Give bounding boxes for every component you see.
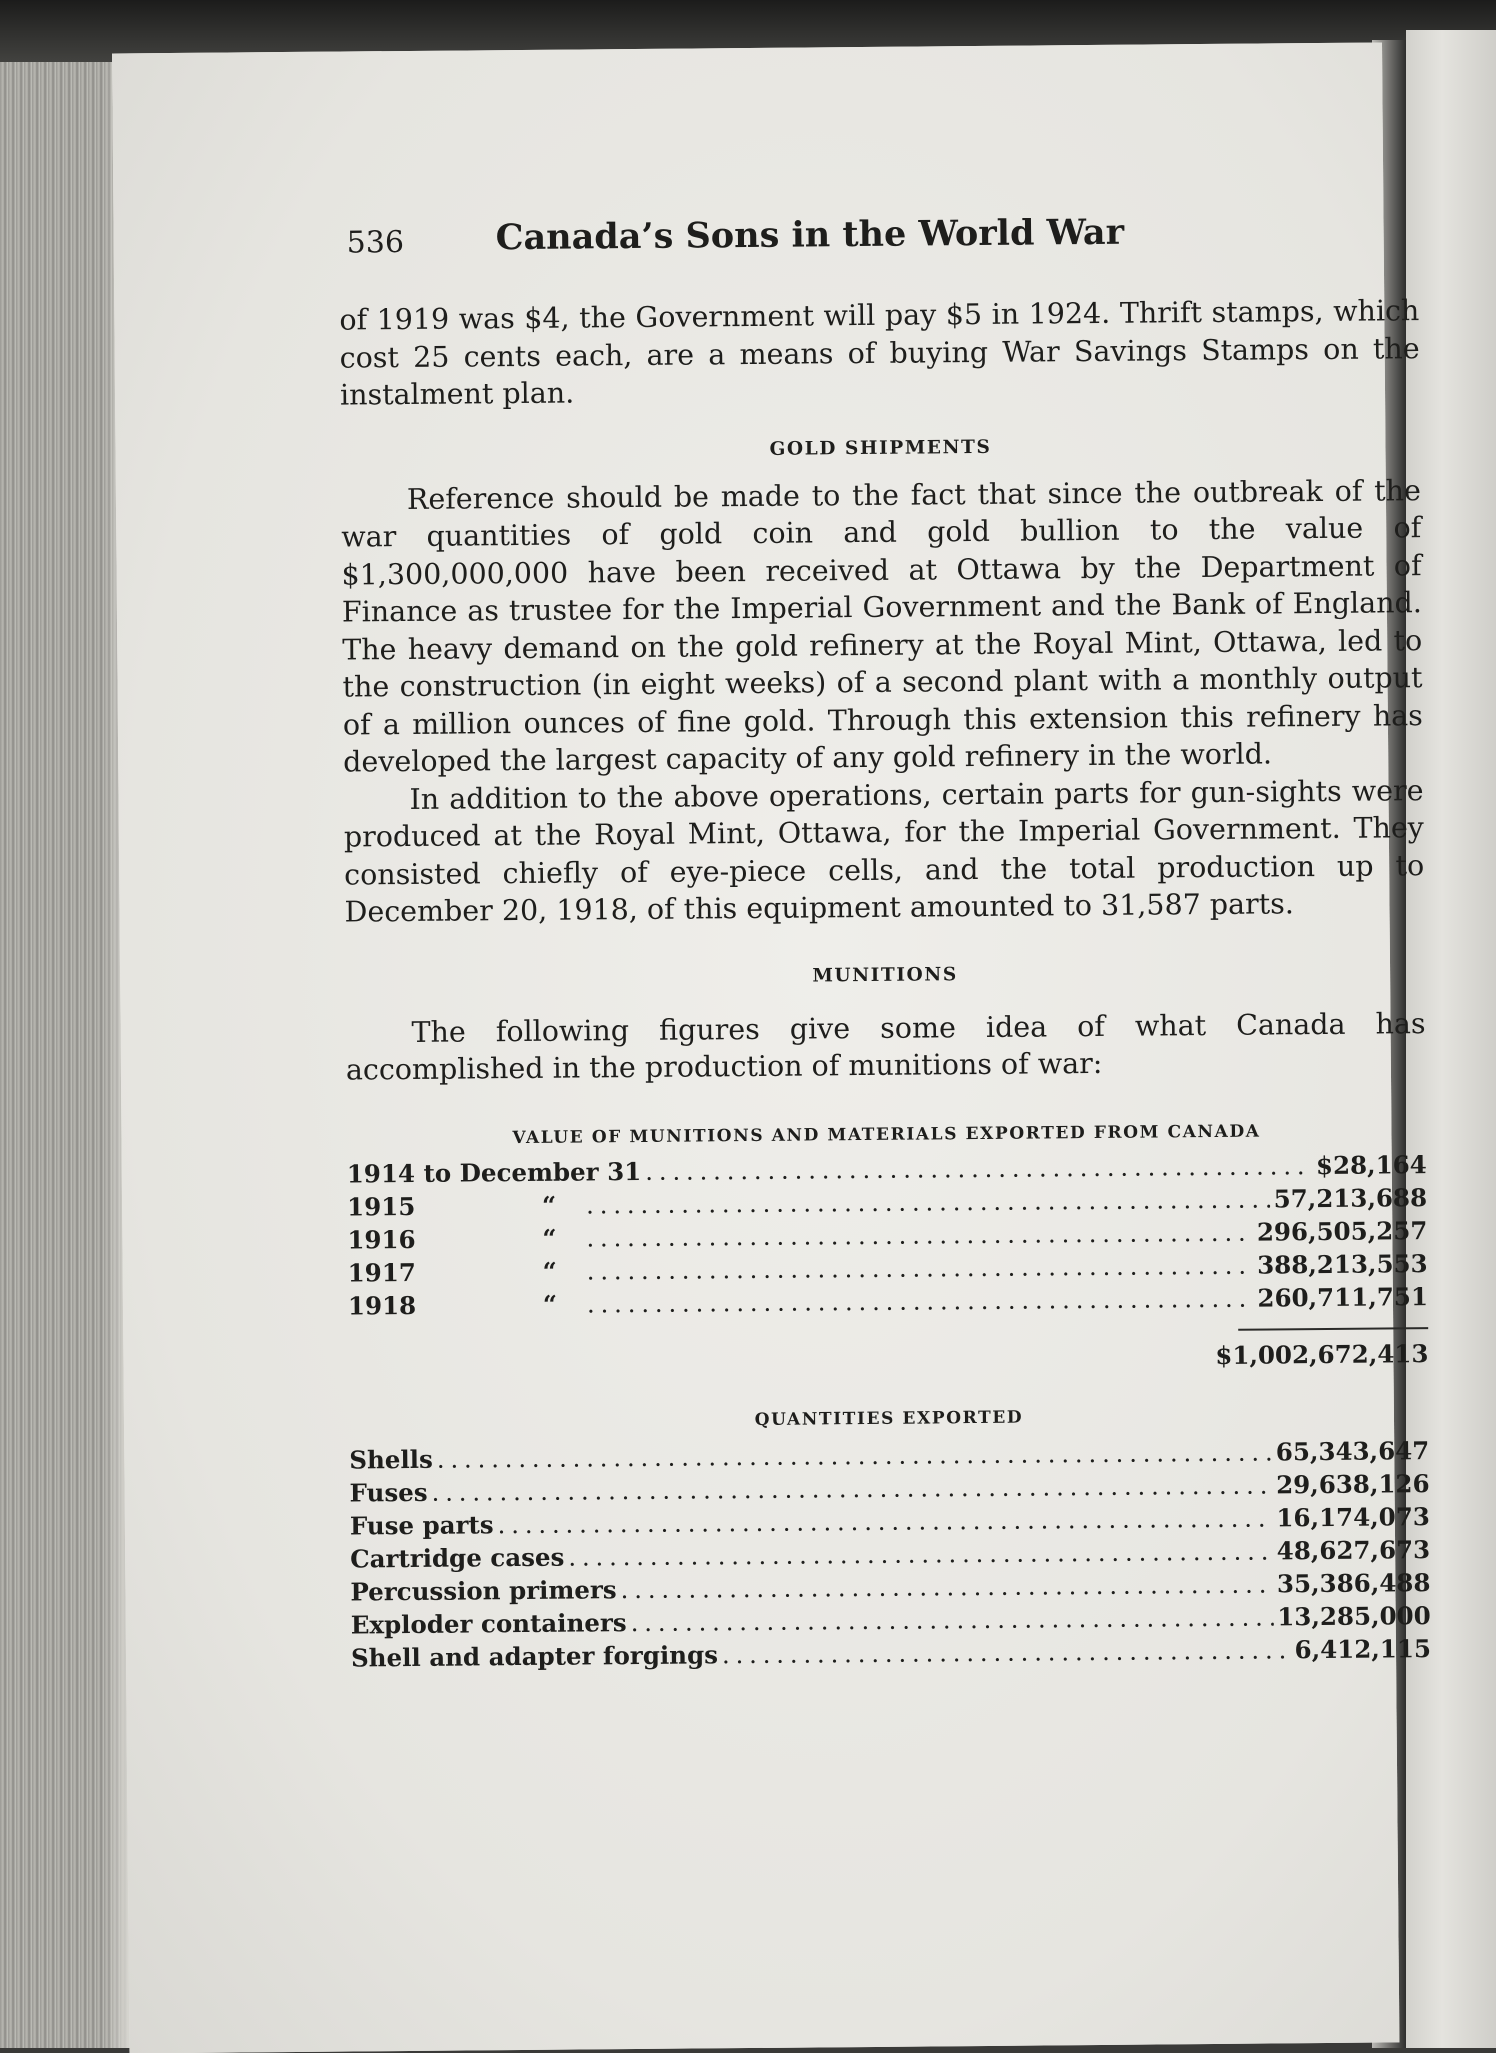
total-value: $1,002,672,413 [1215,1338,1429,1370]
row-label: Shells [349,1444,433,1475]
row-label: 1914 to December 31 [346,1156,642,1189]
row-value: 57,213,688 [1273,1182,1428,1213]
row-label: Shell and adapter forgings [350,1639,719,1673]
value-table-heading: VALUE OF MUNITIONS AND MATERIALS EXPORTED FROM CANADA [512,1121,1261,1148]
row-value: 16,174,073 [1276,1501,1430,1532]
page-number: 536 [346,225,405,261]
value-table [347,1148,1429,1379]
leader-dots [587,1281,1254,1320]
gold-shipments-heading: GOLD SHIPMENTS [769,436,992,460]
munitions-paragraph: The following figures give some idea of what Canada has accomplished in the production of munitions of war: [345,1006,1426,1087]
row-year: 1918 [347,1290,417,1321]
row-value: 65,343,647 [1275,1435,1430,1466]
row-year: 1917 [347,1257,416,1288]
ditto-mark: “ [541,1190,557,1220]
row-value: 388,213,553 [1257,1248,1428,1280]
munitions-heading: MUNITIONS [812,963,958,986]
row-value: 260,711,751 [1257,1281,1429,1313]
row-value: 29,638,126 [1275,1468,1430,1499]
running-head: Canada’s Sons in the World War [495,211,1125,259]
row-label: Exploder containers [350,1607,627,1640]
book-page [112,42,1432,2053]
page-header [338,172,1419,261]
page-edges [0,62,130,2048]
total-row [348,1337,1428,1379]
intro-paragraph: of 1919 was $4, the Government will pay $5 in 1924. Thrift stamps, which cost 25 cents each, are a means of buying War Savings Stamps on the instalment plan. [339,294,1420,412]
row-label: Fuses [349,1477,428,1508]
row-year: 1915 [346,1191,416,1222]
page-content [338,172,1431,1674]
gold-paragraph-1: Reference should be made to the fact that since the outbreak of the war quantities of gold coin and gold bullion to the value of $1,300,000,000 have been received at Ottawa by the Department of Finance as trustee for the Imperial Government and the Bank of England. The heavy demand on the gold refinery at the Royal Mint, Ottawa, led to the construction (in eight weeks) of a second plant with a monthly output of a million ounces of fine gold. Through this extension this refinery has developed the largest capacity of any gold refinery in the world. [341,473,1423,779]
leader-dots [630,1600,1273,1639]
row-year: 1916 [347,1224,416,1255]
ditto-mark: “ [542,1256,557,1286]
quantities-table [349,1434,1431,1674]
row-value: 35,386,488 [1276,1567,1431,1598]
row-value: 48,627,673 [1276,1534,1431,1565]
row-value: $28,164 [1315,1149,1427,1180]
total-rule [1238,1327,1428,1331]
row-value: 6,412,115 [1294,1633,1432,1664]
ditto-mark: “ [542,1289,558,1319]
row-label: Fuse parts [349,1509,494,1541]
ditto-mark: “ [542,1223,557,1253]
row-value: 13,285,000 [1277,1600,1431,1631]
leader-dots [722,1633,1291,1671]
gold-paragraph-2: In addition to the above operations, certain parts for gun-sights were produced at the Royal Mint, Ottawa, for the Imperial Government. They consisted chiefly of eye-piece cells, and the total production up to December 20, 1918, of this equipment amounted to 31,587 parts. [343,773,1425,929]
quantities-heading: QUANTITIES EXPORTED [754,1407,1024,1430]
row-label: Percussion primers [350,1574,617,1607]
row-label: Cartridge cases [350,1542,565,1574]
row-value: 296,505,257 [1256,1215,1428,1247]
